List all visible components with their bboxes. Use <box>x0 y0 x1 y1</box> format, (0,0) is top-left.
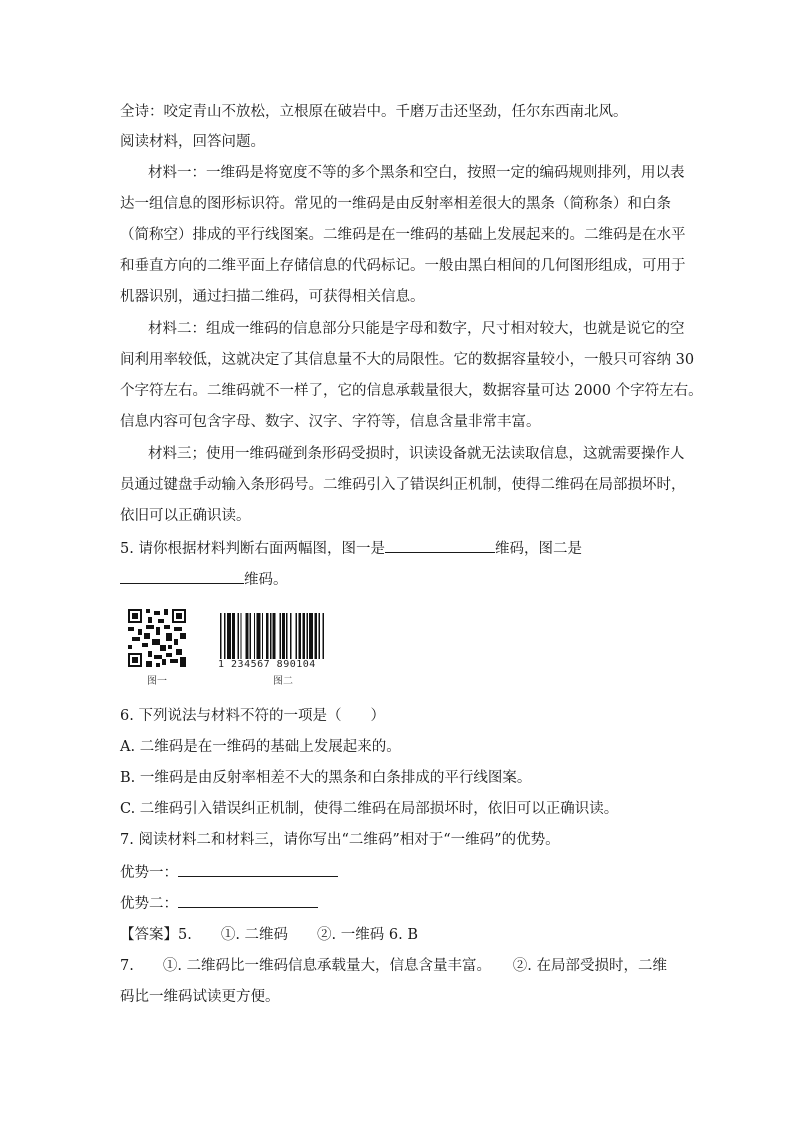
material3-line: 材料三；使用一维码碰到条形码受损时，识读设备就无法读取信息，这就需要操作人 <box>148 446 685 462</box>
q7-advantage-1 <box>120 862 338 883</box>
barcode-bar <box>286 613 287 659</box>
question-7-stem: 7. 阅读材料二和材料三，请你写出“二维码”相对于“一维码”的优势。 <box>120 832 560 848</box>
material2-line: 信息内容可包含字母、数字、汉字、字符等，信息含量非常丰富。 <box>120 414 541 430</box>
material3-line: 员通过键盘手动输入条形码号。二维码引入了错误纠正机制，使得二维码在局部损坏时， <box>120 477 686 493</box>
q5-answer-blank-2[interactable] <box>120 569 244 584</box>
answer-line-1: 【答案】5. ①. 二维码 ②. 一维码 6. B <box>120 927 418 943</box>
figure-2-label: 图二 <box>273 676 293 687</box>
material1-line: 机器识别，通过扫描二维码，可获得相关信息。 <box>120 289 425 305</box>
barcode-bar <box>262 613 263 659</box>
material2-line: 材料二：组成一维码的信息部分只能是字母和数字，尺寸相对较大，也就是说它的空 <box>148 321 685 337</box>
q7-adv1-label: 优势一： <box>120 865 178 881</box>
barcode-bar <box>279 613 280 659</box>
barcode-bar <box>266 613 269 659</box>
q6-option-a[interactable]: A. 二维码是在一维码的基础上发展起来的。 <box>120 739 401 755</box>
barcode-bar <box>254 613 255 659</box>
barcode-bar <box>256 613 260 659</box>
barcode-bar <box>315 613 318 659</box>
q5-text-part1: 5. 请你根据材料判断右面两幅图，图一是 <box>120 541 385 557</box>
answer-line-2: 7. ①. 二维码比一维码信息承载量大，信息含量丰富。 ②. 在局部受损时，二维 <box>120 958 668 974</box>
question-5-line1 <box>120 538 582 559</box>
material1-line: 和垂直方向的二维平面上存储信息的代码标记。一般由黑白相间的几何图形组成，可用于 <box>120 258 686 274</box>
q7-adv2-label: 优势二： <box>120 896 178 912</box>
material3-line: 依旧可以正确识读。 <box>120 508 251 524</box>
barcode-bar <box>250 613 251 659</box>
q7-advantage-2 <box>120 893 318 914</box>
q6-option-c[interactable]: C. 二维码引入错误纠正机制，使得二维码在局部损坏时，依旧可以正确识读。 <box>120 801 619 817</box>
barcode-bar <box>227 613 231 659</box>
barcode-bar <box>306 613 307 659</box>
q5-answer-blank-1[interactable] <box>385 538 495 553</box>
instruction-line: 阅读材料，回答问题。 <box>120 134 265 150</box>
q7-adv1-blank[interactable] <box>178 862 338 877</box>
barcode-bar <box>240 613 241 659</box>
material2-line: 间利用率较低，这就决定了其信息量不大的局限性。它的数据容量较小，一般只可容纳 30 <box>120 352 695 368</box>
q5-text-part2: 维码，图二是 <box>494 541 582 557</box>
barcode-digits: 1 234567 890104 <box>218 659 316 670</box>
barcode-bar <box>238 613 239 659</box>
barcode-bar <box>232 613 235 659</box>
figure-1-label: 图一 <box>147 676 167 687</box>
question-6-stem: 6. 下列说法与材料不符的一项是（ ） <box>120 708 385 724</box>
question-5-line2 <box>120 569 288 590</box>
barcode-bar <box>224 613 225 659</box>
q7-adv2-blank[interactable] <box>178 893 318 908</box>
barcode-bar <box>302 613 305 659</box>
q5-text-part3: 维码。 <box>244 572 288 588</box>
material1-line: 材料一：一维码是将宽度不等的多个黑条和空白，按照一定的编码规则排列，用以表 <box>148 165 685 181</box>
answer-line-3: 码比一维码试读更方便。 <box>120 989 280 1005</box>
qr-code-image <box>128 609 186 667</box>
barcode-bar <box>282 613 285 659</box>
q6-option-b[interactable]: B. 一维码是由反射率相差不大的黑条和白条排成的平行线图案。 <box>120 770 532 786</box>
figures-area <box>120 605 380 695</box>
material2-line: 个字符左右。二维码就不一样了，它的信息承载量很大，数据容量可达 2000 个字符左右。 <box>120 383 703 399</box>
poem-line: 全诗：咬定青山不放松，立根原在破岩中。千磨万击还坚劲，任尔东西南北风。 <box>120 104 628 120</box>
barcode-bar <box>246 613 249 659</box>
barcode-bar <box>309 613 313 659</box>
barcode-bar <box>290 613 291 659</box>
barcode-image <box>220 613 360 663</box>
barcode-bar <box>296 613 297 659</box>
barcode-bar <box>220 613 221 659</box>
material1-line: 达一组信息的图形标识符。常见的一维码是由反射率相差很大的黑条（简称条）和白条 <box>120 196 671 212</box>
barcode-bar <box>323 613 324 659</box>
barcode-bar <box>270 613 271 659</box>
material1-line: （简称空）排成的平行线图案。二维码是在一维码的基础上发展起来的。二维码是在水平 <box>120 227 686 243</box>
barcode-bar <box>298 613 301 659</box>
barcode-bar <box>273 613 276 659</box>
barcode-bar <box>319 613 320 659</box>
